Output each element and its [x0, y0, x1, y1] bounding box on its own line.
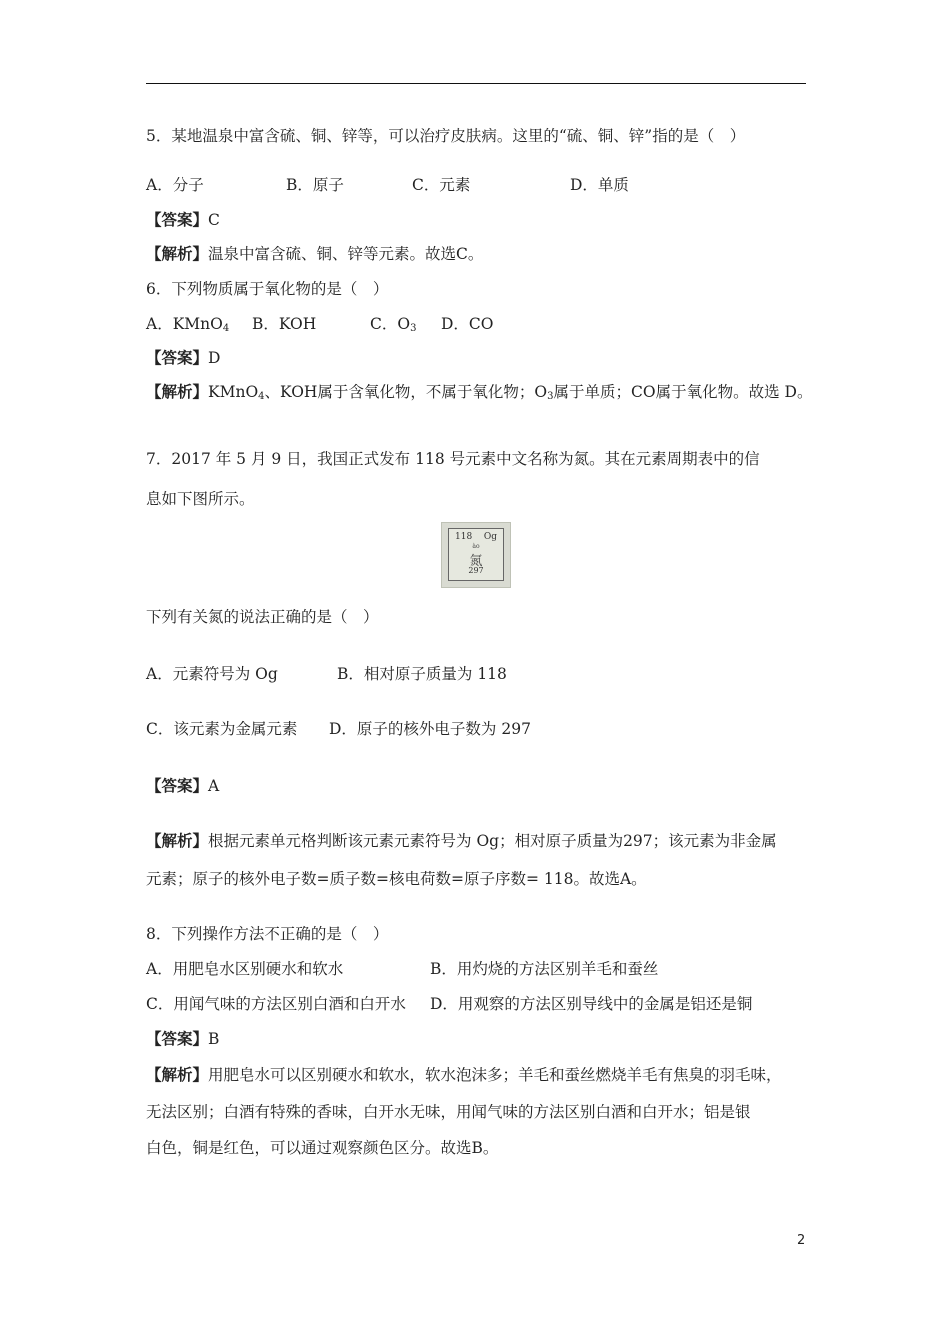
- explanation-text: 温泉中富含硫、铜、锌等元素。故选C。: [208, 245, 484, 263]
- q6-stem: 6．下列物质属于氧化物的是（ ）: [146, 280, 389, 298]
- q7-stem-line2: 息如下图所示。: [146, 490, 255, 508]
- q6-option-c: C．$O_3$: [370, 315, 417, 334]
- q7-answer: [146, 775, 219, 797]
- element-pinyin: ào: [472, 543, 480, 550]
- q5-option-a: A．分子: [146, 176, 204, 194]
- q6-option-d: D．CO: [441, 315, 494, 333]
- q6-answer: [146, 347, 220, 369]
- q8-answer: [146, 1028, 219, 1050]
- q5-explanation: [146, 243, 483, 265]
- q8-option-b: B．用灼烧的方法区别羊毛和蚕丝: [430, 960, 659, 978]
- answer-value: C: [208, 211, 220, 229]
- q8-stem: 8．下列操作方法不正确的是（ ）: [146, 925, 389, 943]
- q7-explanation-line2: 元素；原子的核外电子数=质子数=核电荷数=原子序数= 118。故选A。: [146, 870, 647, 888]
- answer-label: 【答案】: [146, 210, 209, 229]
- q5-stem: 5．某地温泉中富含硫、铜、锌等，可以治疗皮肤病。这里的“硫、铜、锌”指的是（ ）: [146, 127, 746, 145]
- q5-option-c: C．元素: [412, 176, 471, 194]
- q7-explanation-line1: 【解析】根据元素单元格判断该元素元素符号为 Og；相对原子质量为297；该元素为非金属: [146, 831, 777, 850]
- q6-explanation: 【解析】KMnO$_4$、KOH属于含氧化物，不属于氧化物；$O_3$属于单质；CO属于氧化物。故选 D。: [146, 382, 813, 402]
- atomic-number: 118: [455, 532, 473, 542]
- explanation-label: 【解析】: [146, 382, 209, 401]
- q5-answer: [146, 209, 220, 231]
- atomic-mass: 297: [468, 566, 484, 575]
- q7-option-b: B．相对原子质量为 118: [337, 665, 507, 683]
- periodic-table-cell-image: [441, 522, 511, 588]
- answer-value: A: [208, 777, 220, 795]
- q7-question: 下列有关氮的说法正确的是（ ）: [146, 608, 379, 626]
- answer-label: 【答案】: [146, 776, 209, 795]
- answer-label: 【答案】: [146, 1029, 209, 1048]
- header-rule: [146, 83, 806, 84]
- explanation-label: 【解析】: [146, 244, 209, 263]
- element-cell-frame: [448, 528, 504, 581]
- q5-option-d: D．单质: [570, 176, 629, 194]
- answer-label: 【答案】: [146, 348, 209, 367]
- answer-value: B: [208, 1030, 220, 1048]
- answer-value: D: [208, 349, 221, 367]
- explanation-label: 【解析】: [146, 1065, 209, 1084]
- q7-option-c: C．该元素为金属元素: [146, 720, 298, 738]
- q8-option-d: D．用观察的方法区别导线中的金属是铝还是铜: [430, 995, 753, 1013]
- q6-option-a: A．KMnO$_4$: [146, 315, 230, 334]
- q8-explanation-line3: 白色，铜是红色，可以通过观察颜色区分。故选B。: [146, 1139, 499, 1157]
- q8-explanation-line1: 【解析】用肥皂水可以区别硬水和软水，软水泡沫多；羊毛和蚕丝燃烧羊毛有焦臭的羽毛味，: [146, 1065, 782, 1084]
- element-symbol: Og: [483, 532, 497, 542]
- element-name: 氮: [469, 554, 483, 569]
- page-number: 2: [797, 1233, 806, 1248]
- q8-option-c: C．用闻气味的方法区别白酒和白开水: [146, 995, 406, 1013]
- explanation-label: 【解析】: [146, 831, 209, 850]
- q8-explanation-line2: 无法区别；白酒有特殊的香味，白开水无味，用闻气味的方法区别白酒和白开水；铝是银: [146, 1103, 751, 1121]
- q5-option-b: B．原子: [286, 176, 344, 194]
- q6-option-b: B．KOH: [252, 315, 317, 333]
- q7-option-d: D．原子的核外电子数为 297: [329, 720, 531, 738]
- q8-option-a: A．用肥皂水区别硬水和软水: [146, 960, 344, 978]
- q7-option-a: A．元素符号为 Og: [146, 665, 278, 683]
- q7-stem-line1: 7．2017 年 5 月 9 日，我国正式发布 118 号元素中文名称为氮。其在元素周期表中的信: [146, 450, 760, 468]
